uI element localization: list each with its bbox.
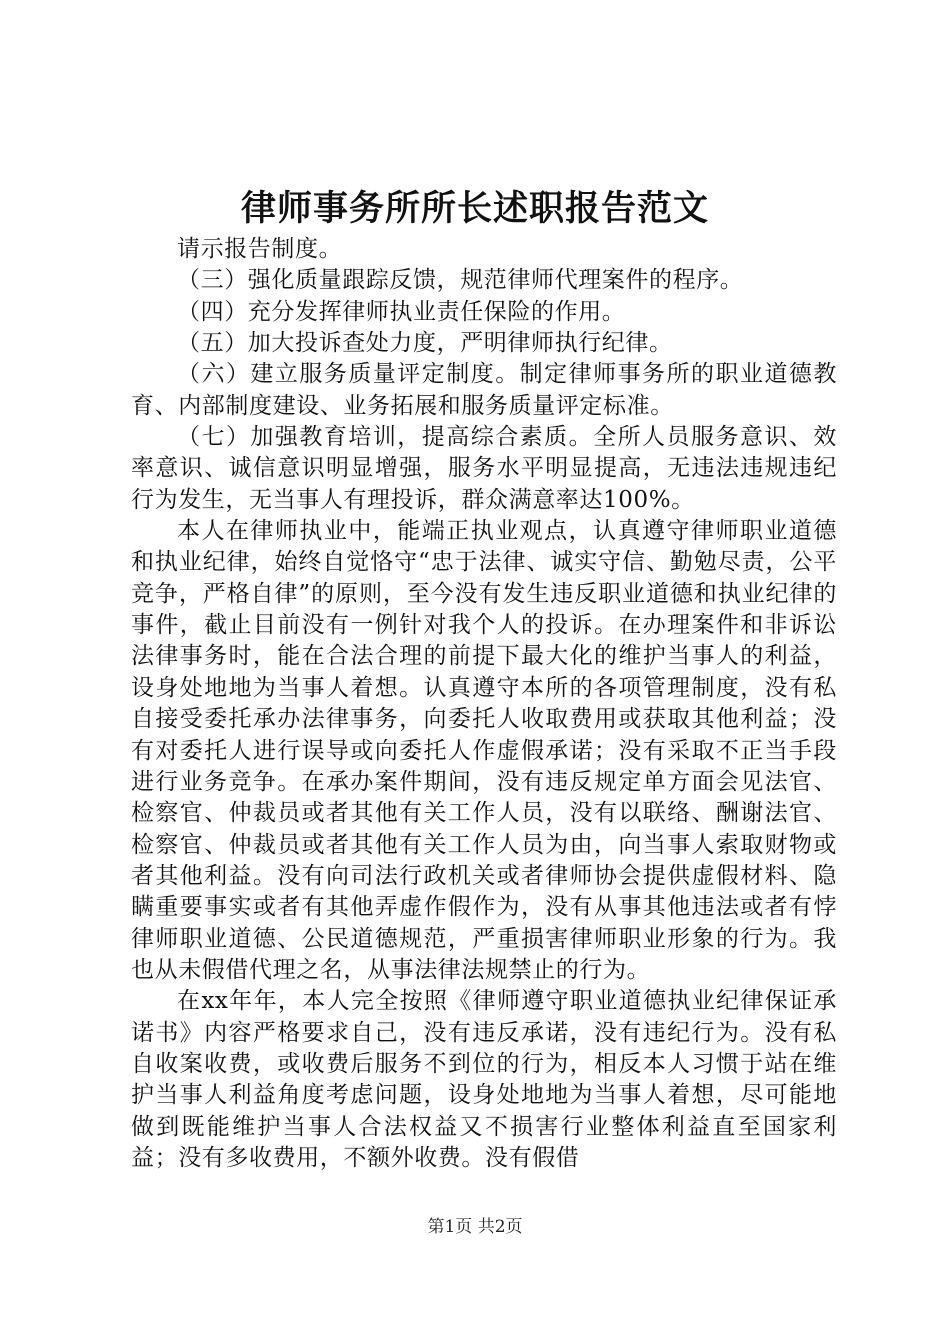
paragraph: （五）加大投诉查处力度，严明律师执行纪律。 [177,330,673,357]
paragraph: 请示报告制度。 [177,236,343,262]
paragraph: （四）充分发挥律师执业责任保险的作用。 [177,298,626,325]
paragraph: （七）加强教育培训，提高综合素质。全所人员服务意识、效率意识、诚信意识明显增强，服务水平明显提高，无违法违规违纪行为发生，无当事人有理投诉，群众满意率达100%。 [131,424,837,513]
document-body [131,234,837,1174]
paragraph: 本人在律师执业中，能端正执业观点，认真遵守律师职业道德和执业纪律，始终自觉恪守“忠于法律、诚实守信、勤勉尽责，公平竞争，严格自律”的原则，至今没有发生违反职业道德和执业纪律的事件，截止目前没有一例针对我个人的投诉。在办理案件和非诉讼法律事务时，能在合法合理的前提下最大化的维护当事人的利益，设身处地地为当事人着想。认真遵守本所的各项管理制度，没有私自接受委托承办法律事务，向委托人收取费用或获取其他利益；没有对委托人进行误导或向委托人作虚假承诺；没有采取不正当手段进行业务竞争。在承办案件期间，没有违反规定单方面会见法官、检察官、仲裁员或者其他有关工作人员，没有以联络、酬谢法官、检察官、仲裁员或者其他有关工作人员为由，向当事人索取财物或者其他利益。没有向司法行政机关或者律师协会提供虚假材料、隐瞒重要事实或者有其他弄虚作假作为，没有从事其他违法或者有悖律师职业道德、公民道德规范，严重损害律师职业形象的行为。我也从未假借代理之名，从事法律法规禁止的行为。 [131,518,837,983]
paragraph: （三）强化质量跟踪反馈，规范律师代理案件的程序。 [177,267,744,294]
paragraph: 在xx年年，本人完全按照《律师遵守职业道德执业纪律保证承诺书》内容严格要求自己，没有违反承诺，没有违纪行为。没有私自收案收费，或收费后服务不到位的行为，相反本人习惯于站在维护当事人利益角度考虑问题，设身处地地为当事人着想，尽可能地做到既能维护当事人合法权益又不损害行业整体利益直至国家利益；没有多收费用，不额外收费。没有假借 [131,988,837,1171]
document-title: 律师事务所所长述职报告范文 [240,188,709,229]
page-footer: 第1页 共2页 [427,1217,523,1237]
paragraph: （六）建立服务质量评定制度。制定律师事务所的职业道德教育、内部制度建设、业务拓展和服务质量评定标准。 [131,361,837,419]
